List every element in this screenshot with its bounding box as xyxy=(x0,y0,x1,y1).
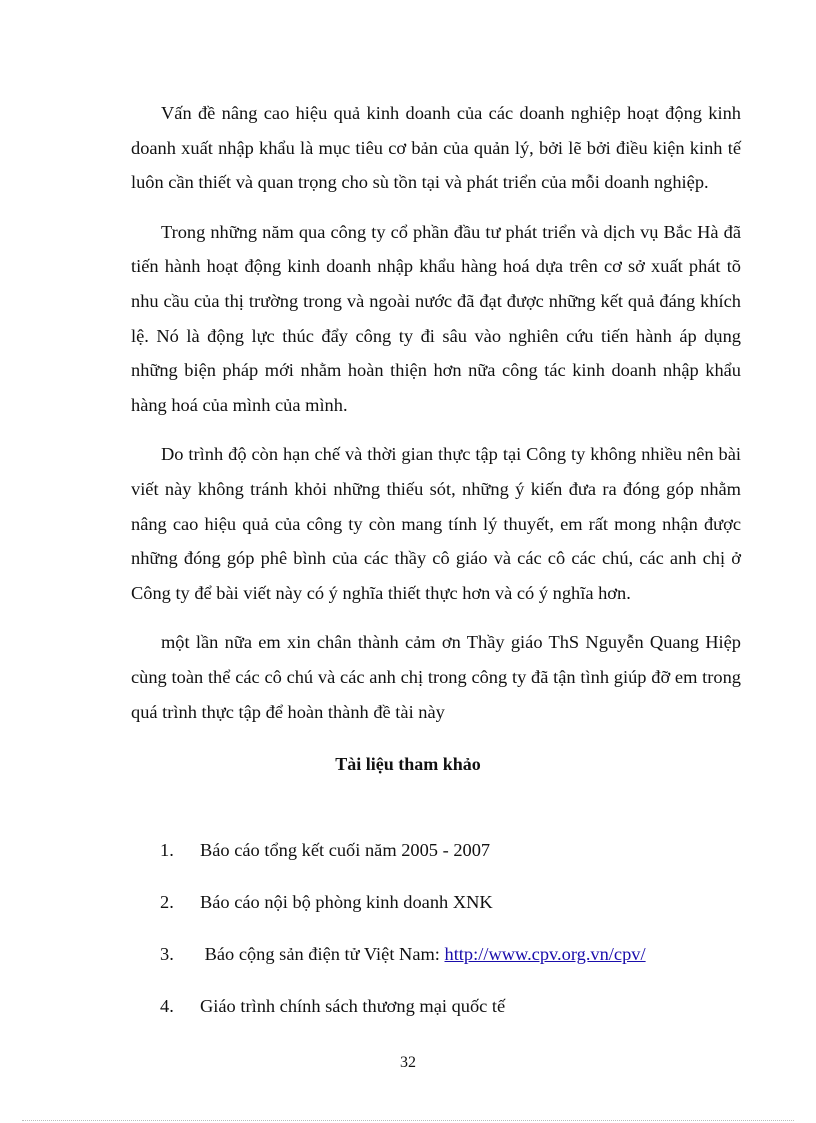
paragraph-acknowledgement: một lần nữa em xin chân thành cảm ơn Thầy giáo ThS Nguyễn Quang Hiệp cùng toàn thể các cô chú và các anh chị trong công ty đã tận tình giúp đỡ em trong quá trình thực tập để hoàn thành đề tài này xyxy=(131,632,741,722)
reference-text: Báo cáo nội bộ phòng kinh doanh XNK xyxy=(200,892,493,912)
paragraph-company-achievements: Trong những năm qua công ty cổ phần đầu tư phát triển và dịch vụ Bắc Hà đã tiến hành hoạt động kinh doanh nhập khẩu hàng hoá dựa trên cơ sở xuất phát tõ nhu cầu của thị trường trong và ngoài nước đã đạt được những kết quả đáng khích lệ. Nó là động lực thúc đẩy công ty đi sâu vào nghiên cứu tiến hành áp dụng những biện pháp mới nhằm hoàn thiện hơn nữa công tác kinh doanh nhập khẩu hàng hoá của mình của mình. xyxy=(131,221,741,415)
paragraph-efficiency: Vấn đề nâng cao hiệu quả kinh doanh của các doanh nghiệp hoạt động kinh doanh xuất nhập khẩu là mục tiêu cơ bản của quản lý, bởi lẽ bởi điều kiện kinh tế luôn cần thiết và quan trọng cho sù tồn tại và phát triển của mỗi doanh nghiệp. xyxy=(131,103,741,193)
reference-number: 1. xyxy=(160,840,174,860)
reference-item xyxy=(160,890,646,942)
reference-number: 3. xyxy=(160,944,174,964)
reference-number: 2. xyxy=(160,892,174,912)
reference-number: 4. xyxy=(160,996,174,1016)
reference-link[interactable]: http://www.cpv.org.vn/cpv/ xyxy=(444,944,646,964)
references-title: Tài liệu tham khảo xyxy=(335,754,481,774)
page-bottom-border xyxy=(22,1120,794,1121)
references-list xyxy=(160,838,646,1046)
paragraph-limitations: Do trình độ còn hạn chế và thời gian thực tập tại Công ty không nhiều nên bài viết này không tránh khỏi những thiếu sót, những ý kiến đưa ra đóng góp nhằm nâng cao hiệu quả của công ty còn mang tính lý thuyết, em rất mong nhận được những đóng góp phê bình của các thầy cô giáo và các cô các chú, các anh chị ở Công ty để bài viết này có ý nghĩa thiết thực hơn và có ý nghĩa hơn. xyxy=(131,444,741,603)
reference-item xyxy=(160,838,646,890)
reference-item xyxy=(160,994,646,1046)
body-text xyxy=(131,96,741,744)
reference-text: Báo cáo tổng kết cuối năm 2005 - 2007 xyxy=(200,840,491,860)
reference-text: Báo cộng sản điện tử Việt Nam: xyxy=(200,944,445,964)
reference-text: Giáo trình chính sách thương mại quốc tế xyxy=(200,996,506,1016)
reference-item xyxy=(160,942,646,994)
page-number: 32 xyxy=(400,1054,416,1071)
